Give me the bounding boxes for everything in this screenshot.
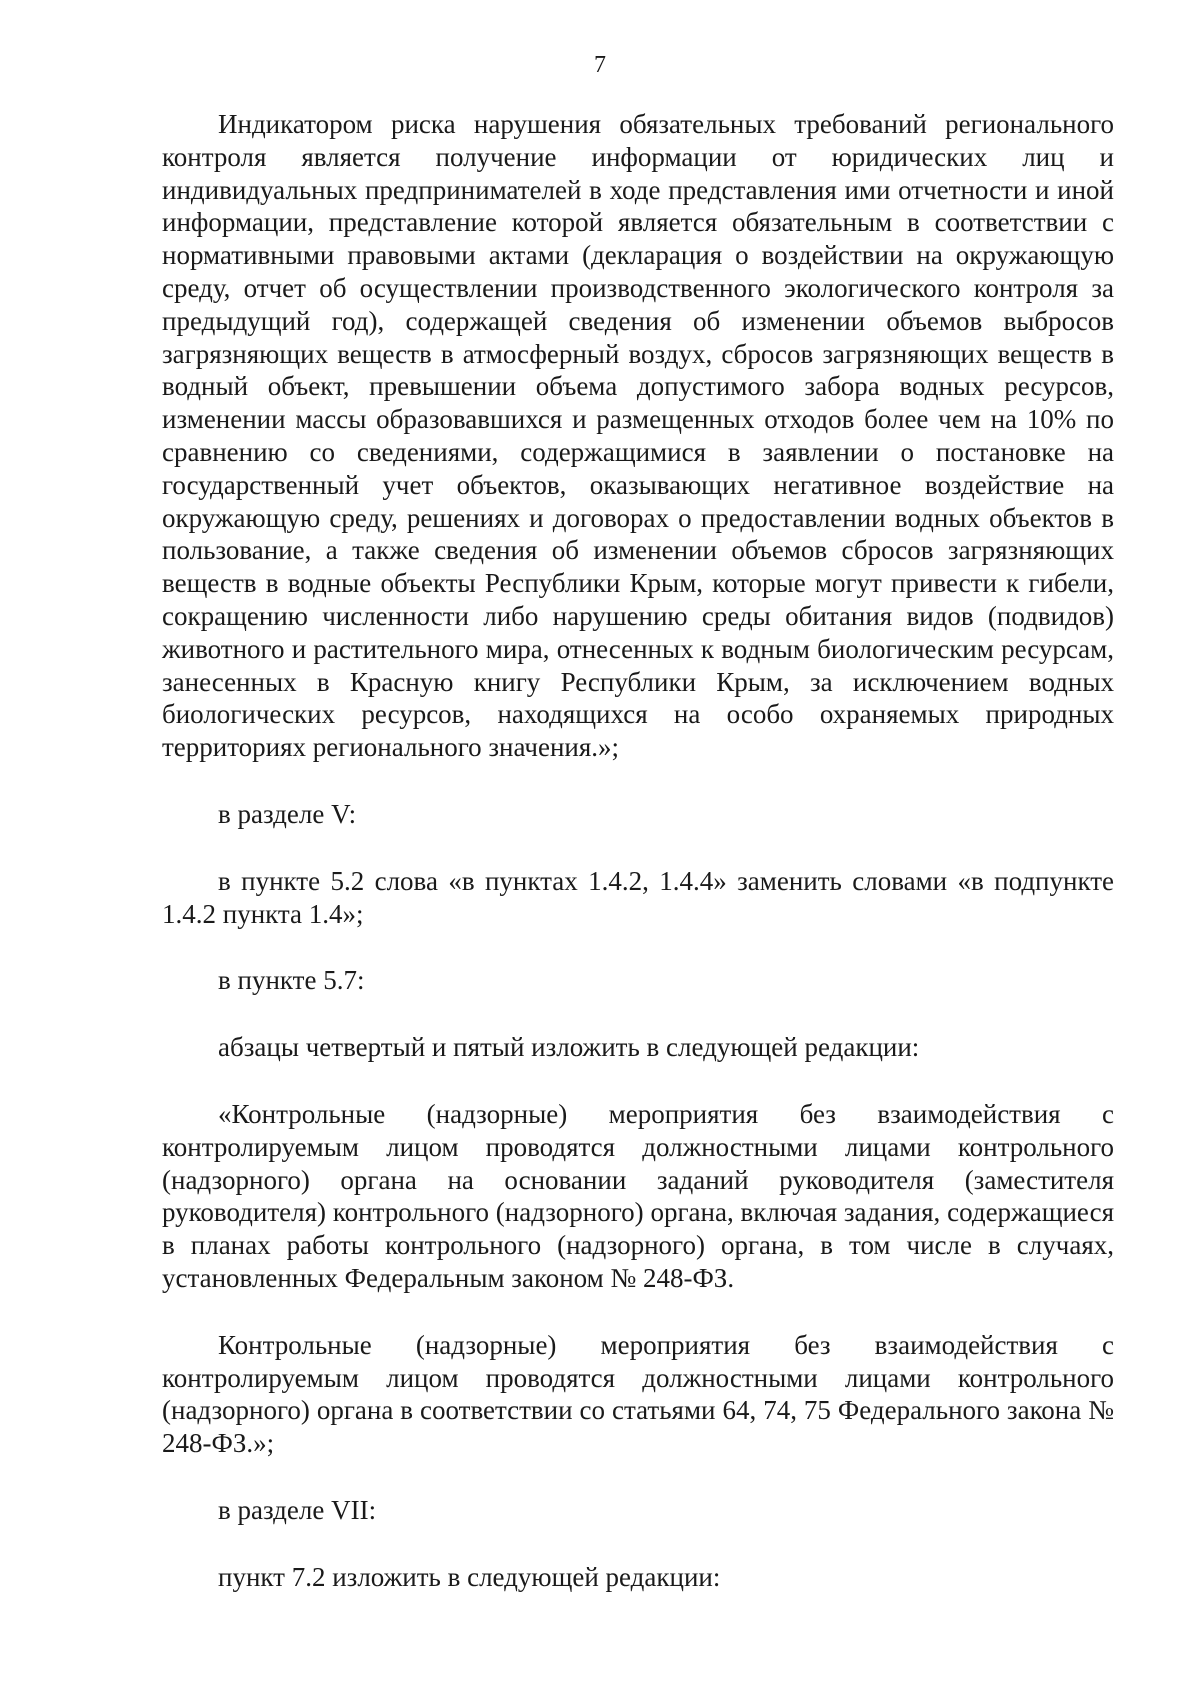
document-body xyxy=(162,108,1114,1593)
page-number: 7 xyxy=(594,52,606,78)
paragraph-control-measures-1: «Контрольные (надзорные) мероприятия без взаимодействия с контролируемым лицом проводятся должностными лицами контрольного (надзорного) органа на основании заданий руководителя (заместителя руководителя) контрольного (надзорного) органа, включая задания, содержащиеся в планах работы контрольного (надзорного) органа, в том числе в случаях, установленных Федеральным законом № 248-ФЗ. xyxy=(162,1098,1114,1293)
paragraph-control-measures-2: Контрольные (надзорные) мероприятия без взаимодействия с контролируемым лицом проводятся должностными лицами контрольного (надзорного) органа в соответствии со статьями 64, 74, 75 Федерального закона № 248-ФЗ.»; xyxy=(162,1329,1114,1459)
paragraph-risk-indicator: Индикатором риска нарушения обязательных требований регионального контроля является получение информации от юридических лиц и индивидуальных предпринимателей в ходе представления ими отчетности и иной информации, представление которой является обязательным в соответствии с нормативными правовыми актами (декларация о воздействии на окружающую среду, отчет об осуществлении производственного экологического контроля за предыдущий год), содержащей сведения об изменении объемов выбросов загрязняющих веществ в атмосферный воздух, сбросов загрязняющих веществ в водный объект, превышении объема допустимого забора водных ресурсов, изменении массы образовавшихся и размещенных отходов более чем на 10% по сравнению со сведениями, содержащимися в заявлении о постановке на государственный учет объектов, оказывающих негативное воздействие на окружающую среду, решениях и договорах о предоставлении водных объектов в пользование, а также сведения об изменении объемов сбросов загрязняющих веществ в водные объекты Республики Крым, которые могут привести к гибели, сокращению численности либо нарушению среды обитания видов (подвидов) животного и растительного мира, отнесенных к водным биологическим ресурсам, занесенных в Красную книгу Республики Крым, за исключением водных биологических ресурсов, находящихся на особо охраняемых природных территориях регионального значения.»; xyxy=(162,109,1114,763)
paragraph-abzatsy-intro: абзацы четвертый и пятый изложить в следующей редакции: xyxy=(218,1032,920,1063)
paragraph-item-5-2: в пункте 5.2 слова «в пунктах 1.4.2, 1.4.4» заменить словами «в подпункте 1.4.2 пункта 1.4»; xyxy=(162,865,1114,929)
paragraph-item-5-7: в пункте 5.7: xyxy=(218,965,365,996)
paragraph-item-7-2: пункт 7.2 изложить в следующей редакции: xyxy=(218,1561,721,1592)
paragraph-section-vii: в разделе VII: xyxy=(218,1494,377,1525)
paragraph-section-v: в разделе V: xyxy=(218,798,357,829)
